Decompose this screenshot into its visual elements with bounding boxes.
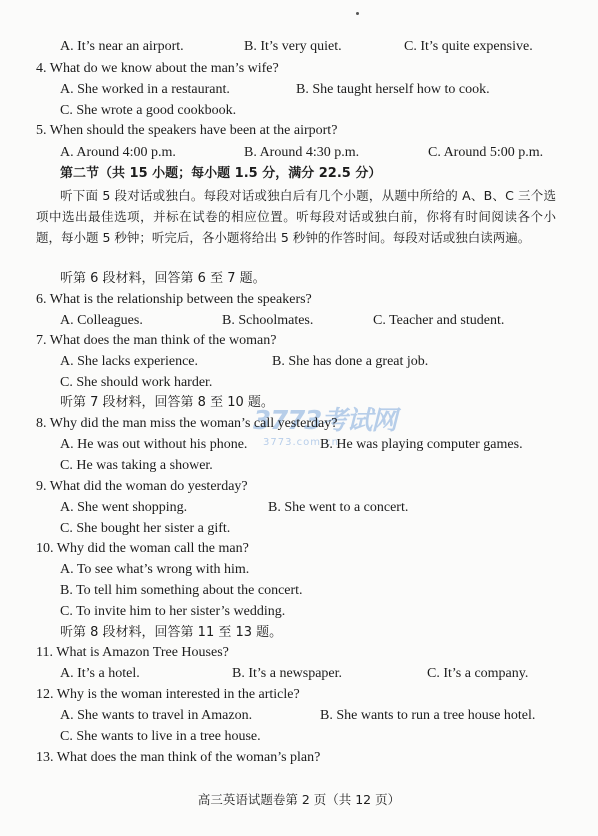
q6-option-a: A. Colleagues. <box>60 313 143 328</box>
q7-option-b: B. She has done a great job. <box>272 354 429 369</box>
question-10-option-a-line <box>0 560 598 580</box>
q5-option-c: C. Around 5:00 p.m. <box>428 145 544 160</box>
q11-option-a: A. It’s a hotel. <box>60 666 140 681</box>
q8-option-c: C. He was taking a shower. <box>60 458 213 473</box>
page-footer: 高三英语试题卷第 2 页（共 12 页） <box>197 792 401 807</box>
q4-option-b: B. She taught herself how to cook. <box>296 82 490 97</box>
q10-option-b: B. To tell him something about the concert. <box>60 583 303 598</box>
q4-option-a: A. She worked in a restaurant. <box>60 82 230 97</box>
question-11-options <box>0 664 598 684</box>
question-5-options <box>0 143 598 163</box>
question-4-options-2 <box>0 101 598 121</box>
question-5 <box>0 121 598 141</box>
question-10-option-b-line <box>0 581 598 601</box>
watermark-small-text: 3773.com.cn <box>263 437 339 448</box>
q9-option-c: C. She bought her sister a gift. <box>60 521 231 536</box>
question-7-options-2 <box>0 373 598 393</box>
question-13 <box>0 748 598 768</box>
question-7 <box>0 331 598 351</box>
q10-option-a: A. To see what’s wrong with him. <box>60 562 250 577</box>
q5-text: 5. When should the speakers have been at the airport? <box>36 123 338 138</box>
question-4-options <box>0 80 598 100</box>
question-12-options-2 <box>0 727 598 747</box>
ink-dot <box>356 12 359 15</box>
question-3-options <box>0 37 598 57</box>
q13-text: 13. What does the man think of the woman’s plan? <box>36 750 321 765</box>
q9-option-b: B. She went to a concert. <box>268 500 409 515</box>
question-9-options-2 <box>0 519 598 539</box>
q6-text: 6. What is the relationship between the speakers? <box>36 292 312 307</box>
question-8-options <box>0 435 598 455</box>
question-12-options <box>0 706 598 726</box>
question-7-options <box>0 352 598 372</box>
q3-option-a: A. It’s near an airport. <box>60 39 184 54</box>
q3-option-c: C. It’s quite expensive. <box>404 39 533 54</box>
q6-option-c: C. Teacher and student. <box>373 313 505 328</box>
question-10-option-c-line <box>0 602 598 622</box>
q4-text: 4. What do we know about the man’s wife? <box>36 61 279 76</box>
q7-option-c: C. She should work harder. <box>60 375 213 390</box>
q10-option-c: C. To invite him to her sister’s wedding. <box>60 604 286 619</box>
q5-option-b: B. Around 4:30 p.m. <box>244 145 360 160</box>
q9-option-a: A. She went shopping. <box>60 500 188 515</box>
q12-option-c: C. She wants to live in a tree house. <box>60 729 261 744</box>
section-heading <box>0 164 598 184</box>
question-8-options-2 <box>0 456 598 476</box>
material-8-heading <box>0 623 598 643</box>
question-8 <box>0 414 598 434</box>
question-4 <box>0 59 598 79</box>
listening-instructions: 听下面 5 段对话或独白。每段对话或独白后有几个小题，从题中所给的 A、B、C 三个选项中选出最佳选项，并标在试卷的相应位置。听每段对话或独白前，你将有时间阅读各个小题，每小题 5 秒钟；听完后，各小题将给出 5 秒钟的作答时间。每段对话或独白读两遍。 <box>36 188 556 245</box>
question-9 <box>0 477 598 497</box>
q9-text: 9. What did the woman do yesterday? <box>36 479 248 494</box>
q5-option-a: A. Around 4:00 p.m. <box>60 145 176 160</box>
q7-option-a: A. She lacks experience. <box>60 354 198 369</box>
question-11 <box>0 643 598 663</box>
q8-text: 8. Why did the man miss the woman’s call yesterday? <box>36 416 338 431</box>
q12-text: 12. Why is the woman interested in the article? <box>36 687 300 702</box>
question-10 <box>0 539 598 559</box>
q3-option-b: B. It’s very quiet. <box>244 39 342 54</box>
q4-option-c: C. She wrote a good cookbook. <box>60 103 237 118</box>
q11-option-b: B. It’s a newspaper. <box>232 666 343 681</box>
question-6-options <box>0 311 598 331</box>
watermark-big-text: 3773考试网 <box>253 406 397 436</box>
q12-option-b: B. She wants to run a tree house hotel. <box>320 708 536 723</box>
question-6 <box>0 290 598 310</box>
material-6-heading <box>0 269 598 289</box>
material-6-label: 听第 6 段材料，回答第 6 至 7 题。 <box>60 271 266 286</box>
q11-text: 11. What is Amazon Tree Houses? <box>36 645 229 660</box>
q11-option-c: C. It’s a company. <box>427 666 529 681</box>
section-title: 第二节（共 15 小题；每小题 1.5 分，满分 22.5 分） <box>60 166 382 181</box>
q8-option-b: B. He was playing computer games. <box>320 437 523 452</box>
material-7-label: 听第 7 段材料，回答第 8 至 10 题。 <box>60 395 274 410</box>
q8-option-a: A. He was out without his phone. <box>60 437 248 452</box>
question-9-options <box>0 498 598 518</box>
material-8-label: 听第 8 段材料，回答第 11 至 13 题。 <box>60 625 283 640</box>
q7-text: 7. What does the man think of the woman? <box>36 333 277 348</box>
question-12 <box>0 685 598 705</box>
q6-option-b: B. Schoolmates. <box>222 313 314 328</box>
q12-option-a: A. She wants to travel in Amazon. <box>60 708 253 723</box>
q10-text: 10. Why did the woman call the man? <box>36 541 249 556</box>
